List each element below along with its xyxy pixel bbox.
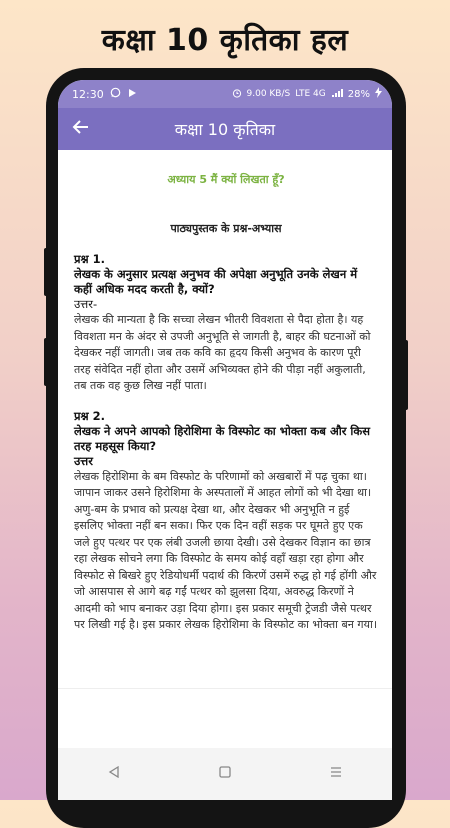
question-text: लेखक के अनुसार प्रत्यक्ष अनुभव की अपेक्षा अनुभूति उनके लेखन में कहीं अधिक मदद करती है, क्यों? xyxy=(74,267,358,296)
network-speed: 9.00 KB/S xyxy=(246,89,291,99)
status-time: 12:30 xyxy=(72,87,104,101)
article-content xyxy=(58,172,392,634)
answer-text: लेखक की मान्यता है कि सच्चा लेखन भीतरी विवशता से पैदा होता है। यह विवशता मन के अंदर से उपजी अनुभूति से जागती है, बाहर की घटनाओं को देखकर नहीं जागती। जब तक कवि का हृदय किसी अनुभव के कारण पूरी तरह संवेदित नहीं होता और उसमें अभिव्यक्त होने की पीड़ा नहीं अकुलाती, तब तक वह कुछ लिख नहीं पाता। xyxy=(74,313,371,392)
nav-back-button[interactable] xyxy=(94,754,134,794)
answer-label: उत्तर xyxy=(74,453,93,468)
system-nav-bar xyxy=(58,748,392,800)
signal-icon xyxy=(331,88,343,101)
question-number: प्रश्न 1. xyxy=(74,252,106,266)
back-button[interactable] xyxy=(58,108,102,150)
battery-level: 28% xyxy=(347,88,370,100)
arrow-left-icon xyxy=(71,119,89,139)
play-icon xyxy=(127,88,137,101)
whatsapp-icon xyxy=(110,87,121,101)
app-bar xyxy=(58,108,392,150)
content-divider xyxy=(58,688,392,719)
charging-icon xyxy=(375,87,382,101)
question-number: प्रश्न 2. xyxy=(74,408,106,423)
alarm-icon xyxy=(232,88,242,101)
answer-text: लेखक हिरोशिमा के बम विस्फोट के परिणामों को अखबारों में पढ़ चुका था। जापान जाकर उसने हिरोशिमा के अस्पतालों में आहत लोगों को भी देखा था। अणु-बम के प्रभाव को प्रत्यक्ष देखा था, और देखकर भी अनुभूति न हुई इसलिए भोक्ता नहीं बन सका। फिर एक दिन वहीं सड़क पर घूमते हुए एक जले हुए पत्थर पर एक लंबी उजली छाया देखी। उसे देखकर विज्ञान का छात्र रहा लेखक सोचने लगा कि विस्फोट के समय कोई वहाँ खड़ा रहा होगा और विस्फोट से बिखरे हुए रेडियोधर्मी पदार्थ की किरणें उसमें रुद्ध हो गई होंगी और जो आसपास से आगे बढ़ गईं पत्थर को झुलसा दिया, अवरुद्ध किरणों ने आदमी को भाप बनाकर उड़ा दिया होगा। इस प्रकार समूची ट्रेजडी जैसे पत्थर पर लिखी गई है। इस प्रकार लेखक हिरोशिमा के विस्फोट का भोक्ता बन गया। xyxy=(74,469,377,631)
triangle-back-icon xyxy=(108,766,120,782)
nav-home-button[interactable] xyxy=(205,754,245,794)
chapter-title: अध्याय 5 मैं क्यों लिखता हूँ? xyxy=(167,173,285,186)
section-title: पाठ्यपुस्तक के प्रश्न-अभ्यास xyxy=(170,222,282,235)
network-type: LTE 4G xyxy=(295,89,326,99)
banner-title: कक्षा 10 कृतिका हल xyxy=(101,23,349,58)
square-home-icon xyxy=(219,766,231,782)
question-block xyxy=(74,409,378,634)
nav-recents-button[interactable] xyxy=(316,754,356,794)
page-title: कक्षा 10 कृतिका xyxy=(174,120,276,139)
menu-lines-icon xyxy=(330,766,342,782)
question-text: लेखक ने अपने आपको हिरोशिमा के विस्फोट का भोक्ता कब और किस तरह महसूस किया? xyxy=(74,423,371,453)
status-bar xyxy=(58,80,392,108)
answer-label: उत्तर- xyxy=(74,297,98,311)
phone-screen xyxy=(58,80,392,800)
question-block xyxy=(74,252,378,395)
